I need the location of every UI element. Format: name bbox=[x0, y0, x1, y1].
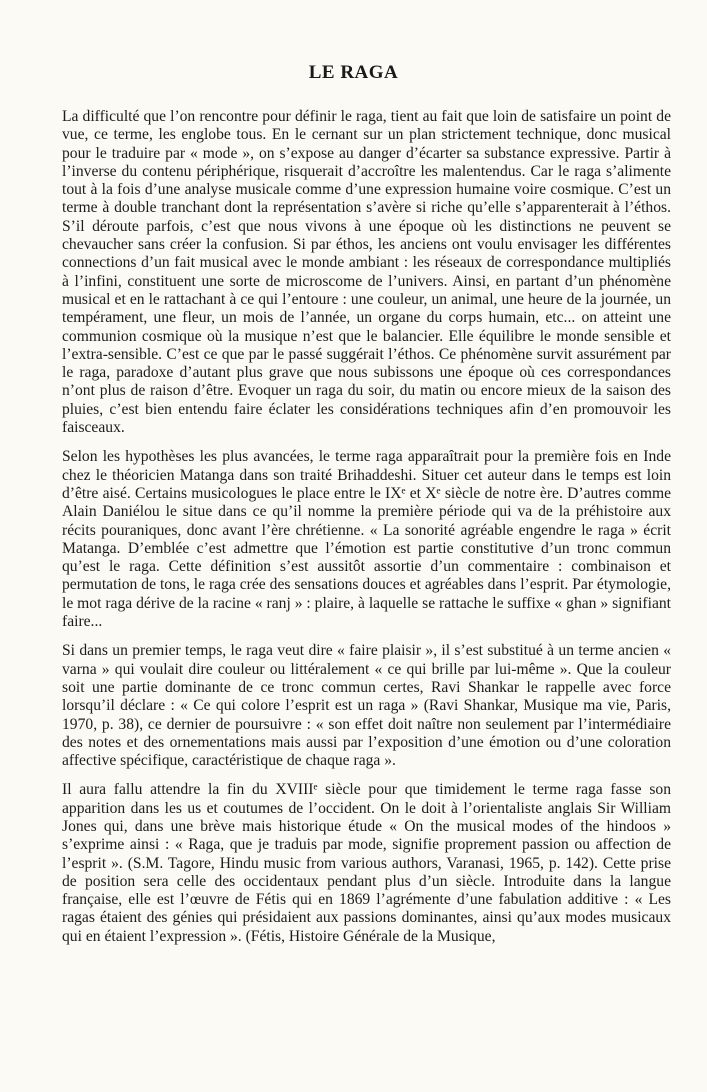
paragraph-1: La difficulté que l’on rencontre pour définir le raga, tient au fait que loin de satisfaire un point de vue, ce terme, les englobe tous. En le cernant sur un plan strictement technique, donc musical pour le traduire par « mode », on s’expose au danger d’écarter sa substance expressive. Partir à l’inverse du contenu périphérique, risquerait d’accroître les malentendus. Car le raga s’alimente tout à la fois d’une analyse musicale comme d’une expression humaine voire cosmique. C’est un terme à double tranchant dont la représentation s’avère si riche qu’elle s’apparenterait à l’éthos. S’il déroute parfois, c’est que nous vivons à une époque où les distinctions ne peuvent se chevaucher sans créer la confusion. Si par éthos, les anciens ont voulu envisager les différentes connections d’un fait musical avec le monde ambiant : les réseaux de correspondance multipliés à l’infini, constituent une sorte de microscome de l’univers. Ainsi, en partant d’un phénomène musical et en le rattachant à ce qui l’entoure : une couleur, un animal, une heure de la journée, un tempérament, une fleur, un mois de l’année, un organe du corps humain, etc... on atteint une communion cosmique où la musique n’est que le balancier. Elle équilibre le monde sensible et l’extra-sensible. C’est ce que par le passé suggérait l’éthos. Ce phénomène survit assurément par le raga, paradoxe d’autant plus grave que nous subissons une époque où ces correspondances n’ont plus de raison d’être. Evoquer un raga du soir, du matin ou encore mieux de la saison des pluies, c’est bien entendu faire éclater les considérations techniques afin d’en promouvoir les faisceaux. bbox=[62, 108, 671, 437]
paragraph-4: Il aura fallu attendre la fin du XVIIIᵉ siècle pour que timidement le terme raga fasse son apparition dans les us et coutumes de l’occident. On le doit à l’orientaliste anglais Sir William Jones qui, dans une brève mais historique étude « On the musical modes of the hindoos » s’exprime ainsi : « Raga, que je traduis par mode, signifie proprement passion ou affection de l’esprit ». (S.M. Tagore, Hindu music from various authors, Varanasi, 1965, p. 142). Cette prise de position sera celle des occidentaux pendant plus d’un siècle. Introduite dans la langue française, elle est l’œuvre de Fétis qui en 1869 l’agrémente d’une fabulation additive : « Les ragas étaient des génies qui présidaient aux passions dominantes, ainsi qu’aux modes musicaux qui en étaient l’expression ». (Fétis, Histoire Générale de la Musique, bbox=[62, 781, 671, 945]
paragraph-2: Selon les hypothèses les plus avancées, le terme raga apparaîtrait pour la première fois en Inde chez le théoricien Matanga dans son traité Brihaddeshi. Situer cet auteur dans le temps est loin d’être aisé. Certains musicologues le place entre le IXᵉ et Xᵉ siècle de notre ère. D’autres comme Alain Daniélou le situe dans ce qu’il nomme la première période qui va de la préhistoire aux récits pouraniques, donc avant l’ère chrétienne. « La sonorité agréable engendre le raga » écrit Matanga. D’emblée c’est admettre que l’émotion est partie constitutive d’un tronc commun qu’est le raga. Cette définition s’est aussitôt assortie d’un commentaire : combinaison et permutation de tons, le raga crée des sensations douces et agréables dans l’esprit. Par étymologie, le mot raga dérive de la racine « ranj » : plaire, à laquelle se rattache le suffixe « ghan » signifiant faire... bbox=[62, 448, 671, 631]
paragraph-3: Si dans un premier temps, le raga veut dire « faire plaisir », il s’est substitué à un terme ancien « varna » qui voulait dire couleur ou littéralement « ce qui brille par lui-même ». Que la couleur soit une partie dominante de ce tronc commun certes, Ravi Shankar le rappelle avec force lorsqu’il déclare : « Ce qui colore l’esprit est un raga » (Ravi Shankar, Musique ma vie, Paris, 1970, p. 38), ce dernier de poursuivre : « son effet doit naître non seulement par l’intermédiaire des notes et des ornementations mais aussi par l’exposition d’une émotion ou d’une coloration affective spécifique, caractéristique de chaque raga ». bbox=[62, 642, 671, 770]
page-title: LE RAGA bbox=[308, 62, 399, 83]
body-text bbox=[62, 108, 671, 957]
